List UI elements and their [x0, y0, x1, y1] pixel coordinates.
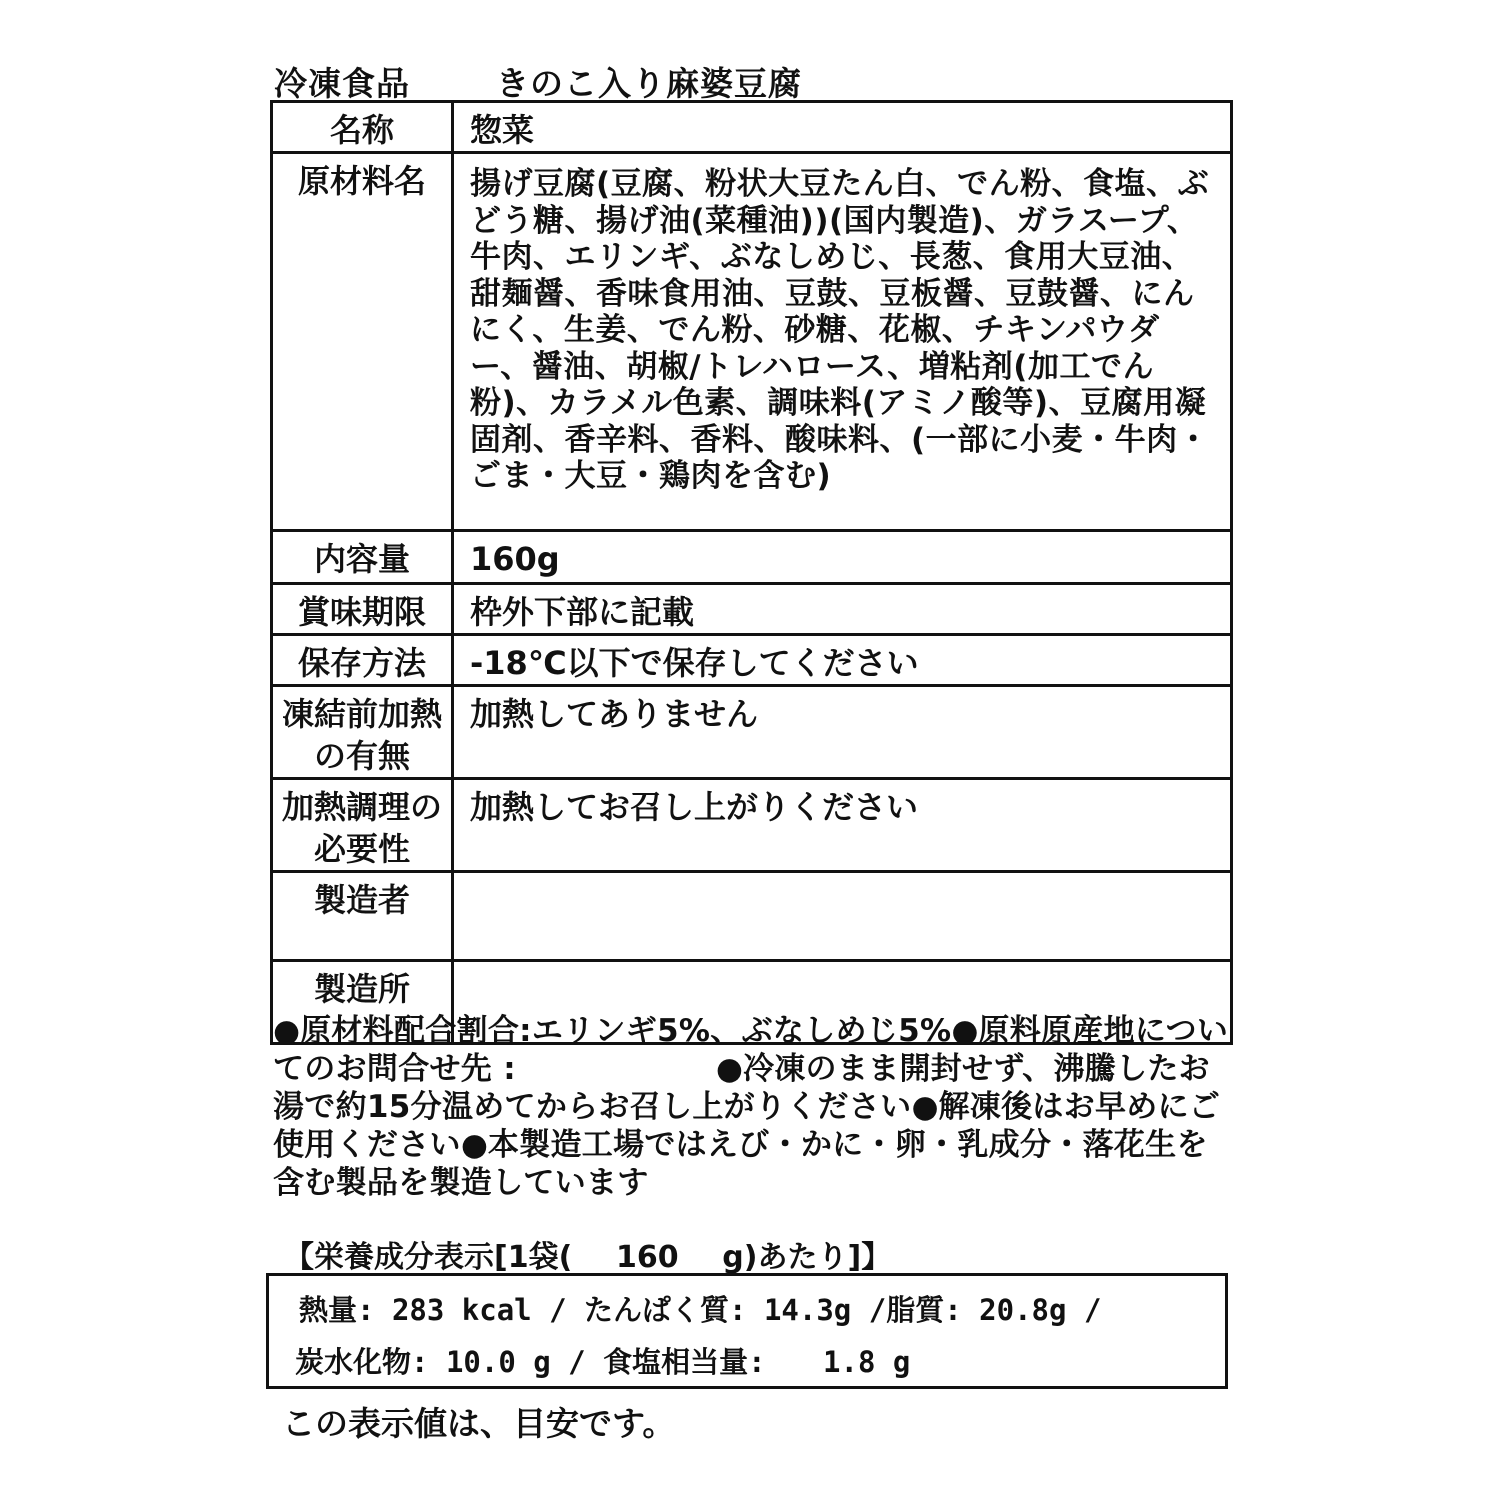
fat-label: 脂質: — [886, 1293, 962, 1327]
bullet-icon: ● — [715, 1051, 743, 1087]
separator: / — [549, 1293, 567, 1327]
separator: / — [1083, 1293, 1102, 1327]
nutrition-title-start: 【栄養成分表示[1袋( — [284, 1240, 573, 1275]
nutrition-title — [284, 1232, 891, 1276]
product-category: 冷凍食品 — [274, 64, 410, 103]
name-label: 名称 — [272, 102, 453, 153]
nutrition-title-end: g)あたり]】 — [722, 1240, 892, 1275]
carb-label: 炭水化物: — [295, 1345, 429, 1379]
plant-label: 製造所 — [272, 961, 453, 1044]
ingredients-value: 揚げ豆腐(豆腐、粉状大豆たん白、でん粉、食塩、ぶどう糖、揚げ油(菜種油))(国内製造)、ガラスープ、牛肉、エリンギ、ぶなしめじ、長葱、食用大豆油、甜麺醤、香味食用油、豆鼓、豆板醤、豆鼓醤、にんにく、生姜、でん粉、砂糖、花椒、チキンパウダー、醤油、胡椒/トレハロース、増粘剤(加工でん粉)、カラメル色素、調味料(アミノ酸等)、豆腐用凝固剤、香辛料、香料、酸味料、(一部に小麦・牛肉・ごま・大豆・鶏肉を含む) — [453, 153, 1232, 531]
ingredients-label: 原材料名 — [272, 153, 453, 531]
maker-label: 製造者 — [272, 872, 453, 961]
maker-value — [453, 872, 1232, 961]
product-name: きのこ入り麻婆豆腐 — [496, 64, 802, 103]
footer-note: この表示値は、目安です。 — [282, 1404, 676, 1443]
label-header — [274, 58, 802, 105]
nutrition-box — [266, 1273, 1228, 1389]
protein-label: たんぱく質: — [584, 1293, 747, 1327]
bullet-icon: ● — [951, 1013, 979, 1049]
fat-value: 20.8g — [979, 1293, 1067, 1327]
preheat-label-line1: 凍結前加熱 — [281, 695, 442, 733]
table-row-cooking — [272, 779, 1232, 872]
preheat-label — [272, 686, 453, 779]
table-row-storage — [272, 635, 1232, 686]
table-row-quantity — [272, 531, 1232, 584]
preheat-label-line2: の有無 — [313, 737, 410, 775]
cooking-label-line2: 必要性 — [313, 830, 410, 868]
table-row-maker — [272, 872, 1232, 961]
bullet-icon: ● — [460, 1127, 488, 1163]
nutrition-line-2 — [295, 1340, 910, 1381]
food-label-table — [270, 100, 1233, 1045]
separator: / — [868, 1293, 887, 1327]
separator: / — [568, 1345, 586, 1379]
storage-value: -18℃以下で保存してください — [453, 635, 1232, 686]
energy-value: 283 kcal — [391, 1293, 532, 1327]
cooking-value: 加熱してお召し上がりください — [453, 779, 1232, 872]
bullet-icon: ● — [911, 1089, 939, 1125]
bullet-icon: ● — [273, 1013, 301, 1049]
cooking-label-line1: 加熱調理の — [281, 788, 442, 826]
salt-value: 1.8 g — [823, 1345, 911, 1379]
expiry-label: 賞味期限 — [272, 584, 453, 635]
name-value: 惣菜 — [453, 102, 1232, 153]
nutrition-amount: 160 — [615, 1240, 679, 1275]
table-row-ingredients — [272, 153, 1232, 531]
note-ratio: 原材料配合割合:エリンギ5%、ぶなしめじ5% — [300, 1013, 952, 1049]
table-row-preheat — [272, 686, 1232, 779]
table-row-expiry — [272, 584, 1232, 635]
note-after-thaw: 解凍後はお早めにご使用ください — [273, 1089, 1221, 1163]
note-thaw: 冷凍のまま開封せず、沸騰したお湯で約15分温めてからお召し上がりください — [273, 1051, 1210, 1125]
storage-label: 保存方法 — [272, 635, 453, 686]
notes-paragraph — [273, 1012, 1233, 1202]
energy-label: 熱量: — [299, 1293, 375, 1327]
preheat-value: 加熱してありません — [453, 686, 1232, 779]
salt-label: 食塩相当量: — [603, 1345, 766, 1379]
carb-value: 10.0 g — [445, 1345, 551, 1379]
table-row-name — [272, 102, 1232, 153]
protein-value: 14.3g — [763, 1293, 852, 1327]
nutrition-line-1 — [299, 1288, 1101, 1329]
quantity-value: 160g — [453, 531, 1232, 584]
expiry-value: 枠外下部に記載 — [453, 584, 1232, 635]
cooking-label — [272, 779, 453, 872]
note-factory: 本製造工場ではえび・かに・卵・乳成分・落花生を含む製品を製造しています — [273, 1127, 1208, 1201]
note-origin: 原料原産地についてのお問合せ先 : — [273, 1013, 1229, 1087]
quantity-label: 内容量 — [272, 531, 453, 584]
